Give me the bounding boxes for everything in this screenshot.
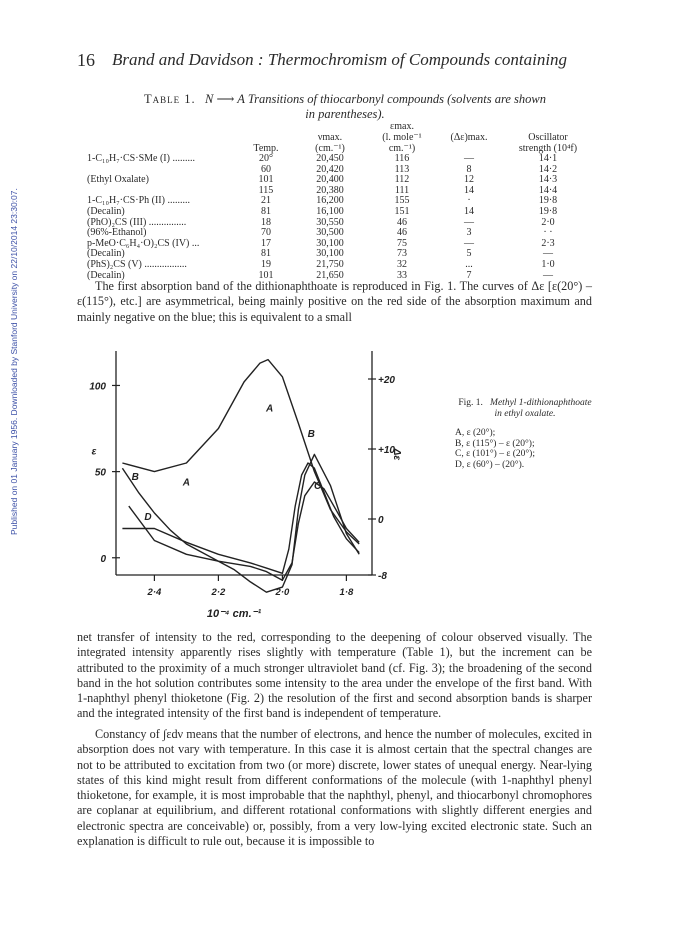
left-tick-label: 50 [94, 467, 106, 479]
data-table [84, 121, 594, 281]
table-cell-eps: 46 [397, 216, 407, 228]
table-cell-temp: 70 [261, 227, 271, 239]
series-line-b [122, 454, 359, 592]
table-cell-eps: 111 [394, 184, 410, 196]
figure-1 [80, 345, 410, 625]
table-cell-nu: 30,500 [316, 227, 344, 239]
table-cell-os: 1·0 [541, 258, 555, 270]
right-tick-label: +20 [378, 375, 395, 386]
figure-legend [455, 428, 535, 470]
table-cell-temp: 18 [261, 216, 271, 228]
table-cell-compound: (PhO)₂CS (III) ............... [87, 216, 187, 228]
table-cell-de: 12 [464, 174, 474, 186]
table-cell-eps: 151 [394, 205, 410, 217]
left-axis-label: ε [91, 446, 97, 458]
table-cell-de: 5 [466, 248, 472, 260]
table-cell-de: — [464, 237, 474, 249]
right-tick-label: 0 [378, 515, 384, 526]
header-nu: νmax. (cm.⁻¹) [315, 132, 345, 154]
table-cell-nu: 30,100 [316, 248, 344, 260]
header-delta-eps: (Δε)max. [450, 132, 488, 143]
table-cell-de: 8 [466, 163, 472, 175]
table-cell-nu: 20,420 [316, 163, 344, 175]
table-cell-compound: (Decalin) [87, 269, 125, 281]
table-cell-os: 19·8 [538, 195, 558, 207]
table-cell-temp: 115 [258, 184, 274, 196]
table-cell-os: 14·2 [538, 163, 558, 175]
curve-label-b: B [307, 429, 315, 441]
table-row [84, 207, 594, 218]
table-cell-nu: 16,200 [316, 195, 344, 207]
table-cell-temp: 101 [258, 174, 274, 186]
figure-caption-title-1: Methyl 1-dithionaphthoate [490, 398, 592, 408]
curve-label-b: B [131, 472, 139, 484]
table-cell-compound: (Decalin) [87, 248, 125, 260]
table-cell-eps: 73 [397, 248, 407, 260]
table-cell-temp: 17 [261, 237, 271, 249]
table-row [84, 260, 594, 271]
legend-item: A, ε (20°); [455, 428, 496, 438]
table-cell-nu: 30,100 [316, 237, 344, 249]
table-cell-eps: 32 [397, 258, 407, 270]
table-cell-eps: 155 [394, 195, 410, 207]
table-cell-os: 2·3 [541, 237, 555, 249]
table-cell-nu: 20,450 [316, 153, 344, 164]
header-temp: Temp. [253, 143, 279, 154]
figure-caption [450, 398, 600, 420]
table-cell-eps: 113 [394, 163, 410, 175]
right-tick-label: -8 [378, 571, 387, 582]
table-cell-temp: 101 [258, 269, 274, 281]
header-eps: εmax. (l. mole⁻¹ cm.⁻¹) [382, 121, 422, 154]
table-cell-de: — [464, 153, 474, 164]
table-cell-temp: 21 [261, 195, 271, 207]
legend-item: D, ε (60°) – (20°). [455, 459, 525, 470]
table-cell-os: 14·1 [538, 153, 558, 164]
table-cell-nu: 21,650 [316, 269, 344, 281]
paragraph-1: The first absorption band of the dithionaphthoate is reproduced in Fig. 1. The curves of Δε [ε(20°) – ε(115°), etc.] are asymmetrical, being mainly positive on the red side of the absorption maximum and mainly negative on the blue; this is equivalent to a small [77, 279, 592, 324]
curve-label-d: D [144, 511, 152, 523]
table-cell-os: 19·8 [538, 205, 558, 217]
table-body [84, 154, 594, 281]
paragraph-2: net transfer of intensity to the red, corresponding to the deepening of colour observed visually. The integrated intensity apparently rises slightly with temperature (Table 1), but the increment can be attributed to the proximity of a much stronger ultraviolet band (cf. Fig. 3); the broadening of the second band in the hot solution contributes some intensity to the area under the envelope of the first band. With 1-naphthyl phenyl thioketone (Fig. 2) the resolution of the first and second absorption bands is sharper and the integrated intensity of the first band is independent of temperature. [77, 630, 592, 721]
x-tick-label: 2·0 [275, 587, 290, 598]
table-cell-nu: 20,380 [316, 184, 344, 196]
absorption-chart [80, 345, 410, 625]
table-cell-os: — [543, 269, 553, 281]
table-cell-os: 14·4 [538, 184, 558, 196]
x-tick-label: 1·8 [339, 587, 354, 598]
table-cell-os: — [543, 248, 553, 260]
header-oscillator: Oscillator strength (10⁴f) [518, 132, 578, 154]
table-cell-os: · · [543, 227, 553, 239]
table-caption [100, 92, 590, 122]
curve-label-a: A [265, 403, 274, 415]
publication-sidebar[interactable]: Published on 01 January 1956. Downloaded by Stanford University on 22/10/2014 23:30:07. [9, 188, 19, 535]
legend-item: B, ε (115°) – ε (20°); [455, 438, 535, 449]
table-cell-de: 14 [464, 184, 474, 196]
table-cell-de: 7 [466, 269, 472, 281]
header-compound [84, 121, 240, 154]
table-cell-os: 14·3 [538, 174, 558, 186]
table-cell-compound: 1-C₁₀H₇·CS·SMe (I) ......... [87, 153, 195, 164]
table-cell-compound: (Ethyl Oxalate) [87, 174, 149, 186]
legend-item: C, ε (101°) – ε (20°); [455, 449, 535, 459]
curve-label-a: A [182, 477, 191, 489]
table-label: Table 1. [144, 92, 196, 106]
table-cell-de: — [464, 216, 474, 228]
table-cell-compound: 1-C₁₀H₇·CS·Ph (II) ......... [87, 195, 190, 207]
table-cell-de: ... [465, 258, 473, 270]
table-cell-compound: (Decalin) [87, 205, 125, 217]
table-cell-de: 3 [466, 227, 472, 239]
table-cell-compound: p-MeO·C₆H₄·O)₂CS (IV) ... [87, 237, 200, 249]
table-cell-nu: 20,400 [316, 174, 344, 186]
series-line-c [122, 463, 359, 573]
table-cell-eps: 112 [394, 174, 410, 186]
table-cell-temp: 81 [261, 248, 271, 260]
table-header-row [84, 121, 594, 154]
right-tick-label: +10 [378, 445, 395, 456]
table-cell-temp: 20° [259, 153, 273, 164]
x-tick-label: 2·4 [147, 587, 162, 598]
table-cell-nu: 16,100 [316, 205, 344, 217]
table-cell-de: · [467, 195, 471, 207]
table-cell-os: 2·0 [541, 216, 555, 228]
table-cell-temp: 81 [261, 205, 271, 217]
table-title-line-2: in parentheses). [305, 107, 385, 121]
table-row [84, 154, 594, 165]
curve-label-c: C [313, 480, 322, 492]
table-cell-temp: 60 [261, 163, 271, 175]
table-cell-compound: (96%-Ethanol) [87, 227, 147, 239]
table-cell-de: 14 [464, 205, 474, 217]
page-number: 16 [77, 50, 95, 70]
table-cell-eps: 75 [397, 237, 407, 249]
figure-caption-title-2: in ethyl oxalate. [494, 409, 556, 419]
running-title: Brand and Davidson : Thermochromism of Compounds containing [112, 50, 568, 69]
table-cell-nu: 21,750 [316, 258, 344, 270]
left-tick-label: 100 [89, 381, 106, 393]
table-cell-temp: 19 [261, 258, 271, 270]
figure-caption-label: Fig. 1. [458, 398, 483, 408]
table-cell-nu: 30,550 [316, 216, 344, 228]
table-cell-eps: 116 [394, 153, 410, 164]
table-title-line-1: N ⟶ A Transitions of thiocarbonyl compounds (solvents are shown [205, 92, 546, 106]
x-tick-label: 2·2 [211, 587, 226, 598]
right-axis-label: Δε [391, 448, 402, 461]
x-axis-label: 10⁻⁴ cm.⁻¹ [206, 608, 262, 620]
left-tick-label: 0 [100, 553, 106, 565]
paragraph-3: Constancy of ∫εdν means that the number of electrons, and hence the number of molecules, excited in absorption does not vary with temperature. In this case it is almost certain that the spectral changes are not to be attributed to excitation from two (or more) discrete, lower states of unequal energy. Near-lying states of this kind might result from different conformations of the molecule (with 1-naphthyl phenyl thioketone, for example, it is most improbable that the naphthyl, phenyl, and thiocarbonyl chromophores are coplanar at equilibrium, and different rotational conformations with slightly different energies and electronic spectra are conceivable) or, possibly, from a very low-lying excited electronic state. Such an explanation is difficult to rule out, because it is impossible to [77, 727, 592, 849]
table-cell-eps: 46 [397, 227, 407, 239]
table-cell-compound: (PhS)₂CS (V) ................. [87, 258, 187, 270]
table-cell-eps: 33 [397, 269, 407, 281]
